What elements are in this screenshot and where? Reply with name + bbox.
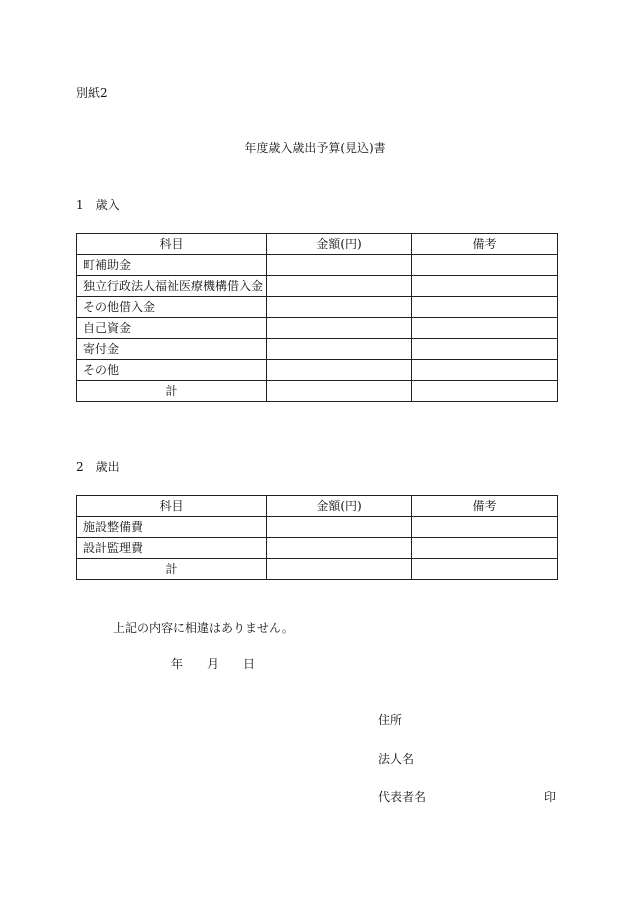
amount-cell[interactable] [267, 360, 412, 381]
row-subject: 町補助金 [77, 255, 267, 276]
remarks-cell[interactable] [412, 255, 558, 276]
column-header-amount: 金額(円) [267, 496, 412, 517]
remarks-cell[interactable] [412, 339, 558, 360]
column-header-amount: 金額(円) [267, 234, 412, 255]
table-row [77, 297, 558, 318]
amount-cell[interactable] [267, 255, 412, 276]
document-title: 年度歳入歳出予算(見込)書 [244, 141, 386, 155]
column-header-subject: 科目 [77, 234, 267, 255]
table-row [77, 318, 558, 339]
row-subject: 施設整備費 [77, 517, 267, 538]
row-subject: その他借入金 [77, 297, 267, 318]
remarks-cell[interactable] [412, 297, 558, 318]
table-row [77, 360, 558, 381]
row-subject: その他 [77, 360, 267, 381]
total-remarks-cell[interactable] [412, 381, 558, 402]
remarks-cell[interactable] [412, 318, 558, 339]
seal-mark: 印 [544, 790, 557, 804]
declaration-text: 上記の内容に相違はありません。 [113, 621, 294, 635]
amount-cell[interactable] [267, 276, 412, 297]
date-month-label: 月 [207, 657, 220, 671]
date-year-label: 年 [171, 657, 184, 671]
row-subject: 自己資金 [77, 318, 267, 339]
revenue-section-label: 1 歳入 [76, 198, 120, 212]
total-amount-cell[interactable] [267, 381, 412, 402]
column-header-remarks: 備考 [412, 496, 558, 517]
table-row [77, 517, 558, 538]
table-row [77, 276, 558, 297]
total-row [77, 381, 558, 402]
amount-cell[interactable] [267, 318, 412, 339]
row-subject: 独立行政法人福祉医療機構借入金 [77, 276, 267, 297]
remarks-cell[interactable] [412, 276, 558, 297]
remarks-cell[interactable] [412, 517, 558, 538]
table-row [77, 255, 558, 276]
expenditure-section-label: 2 歳出 [76, 460, 120, 474]
total-label: 計 [77, 559, 267, 580]
table-header-row [77, 234, 558, 255]
amount-cell[interactable] [267, 517, 412, 538]
amount-cell[interactable] [267, 538, 412, 559]
address-label: 住所 [378, 713, 403, 727]
table-row [77, 538, 558, 559]
remarks-cell[interactable] [412, 360, 558, 381]
corporation-name-label: 法人名 [378, 752, 415, 766]
representative-name-label: 代表者名 [378, 790, 427, 804]
amount-cell[interactable] [267, 339, 412, 360]
expenditure-table [76, 495, 558, 580]
date-day-label: 日 [243, 657, 256, 671]
attachment-label: 別紙2 [76, 86, 108, 100]
remarks-cell[interactable] [412, 538, 558, 559]
table-header-row [77, 496, 558, 517]
row-subject: 設計監理費 [77, 538, 267, 559]
column-header-subject: 科目 [77, 496, 267, 517]
total-row [77, 559, 558, 580]
amount-cell[interactable] [267, 297, 412, 318]
revenue-table [76, 233, 558, 402]
total-remarks-cell[interactable] [412, 559, 558, 580]
total-label: 計 [77, 381, 267, 402]
table-row [77, 339, 558, 360]
row-subject: 寄付金 [77, 339, 267, 360]
total-amount-cell[interactable] [267, 559, 412, 580]
column-header-remarks: 備考 [412, 234, 558, 255]
